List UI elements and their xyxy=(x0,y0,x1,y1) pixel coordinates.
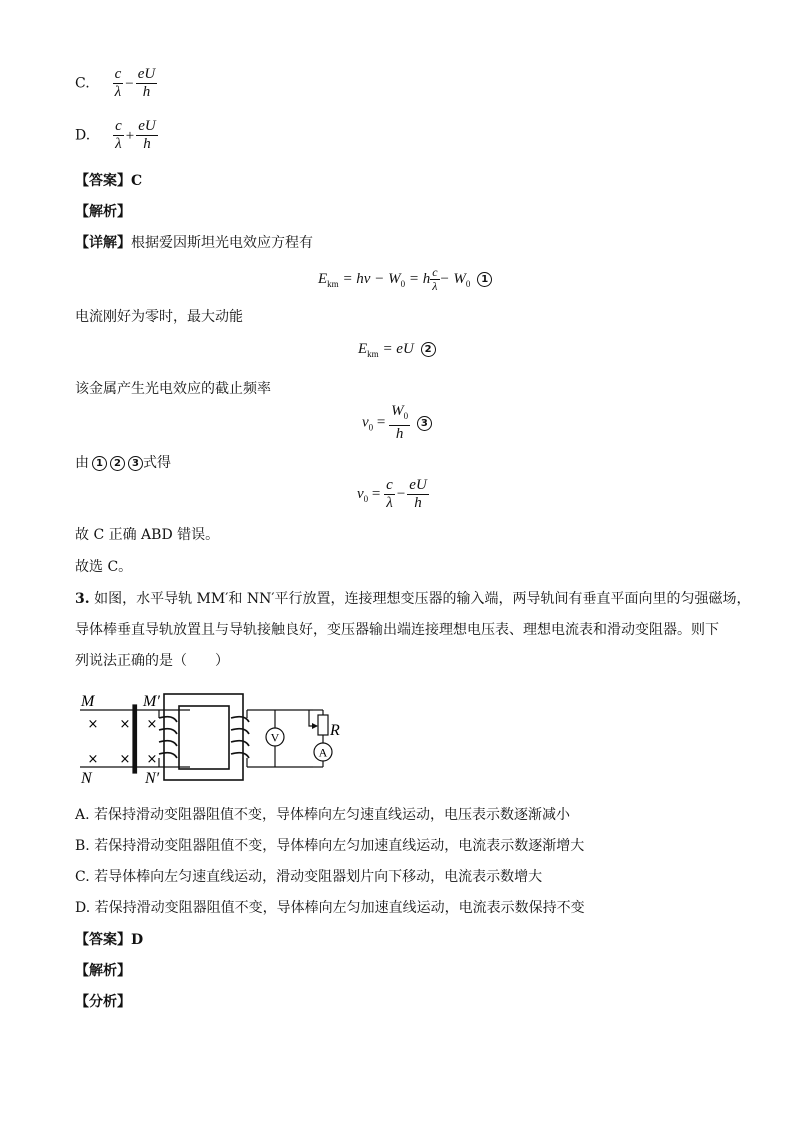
equation-2: $E_{km}$ = eU 2 xyxy=(358,341,436,359)
equation-4: $\nu_0$ = $\frac{c}{\lambda}$ − $\frac{eU}{h}$ xyxy=(357,477,427,511)
circled-number-1: 1 xyxy=(92,456,107,471)
choice-line: 故选 C。 xyxy=(75,559,133,575)
operator: + xyxy=(125,127,135,144)
answer-label: 【答案】 xyxy=(75,932,131,948)
field-cross: × xyxy=(146,717,158,732)
question-number: 3. xyxy=(75,591,90,607)
field-cross: × xyxy=(87,717,99,732)
fraction-eu-h: $\frac{eU}{h}$ xyxy=(138,118,156,152)
ammeter-label: A xyxy=(318,745,328,760)
option-a: A. 若保持滑动变阻器阻值不变，导体棒向左匀速直线运动，电压表示数逐渐减小 xyxy=(75,807,571,823)
answer-label: 【答案】 xyxy=(75,173,131,189)
question-3-line-3: 列说法正确的是（ ） xyxy=(75,653,229,669)
option-letter: C. xyxy=(75,75,90,92)
label-n: N xyxy=(81,770,92,787)
analysis-label: 【解析】 xyxy=(75,204,131,220)
label-m: M xyxy=(81,693,95,710)
rheostat xyxy=(318,715,328,735)
fraction-c-lambda: $\frac{c}{\lambda}$ xyxy=(432,265,438,293)
voltmeter-label: V xyxy=(270,730,280,745)
equation-1: $E_{km} = h\nu - W_0 = h$ $\frac{c}{\lambda}$ − $W_0$ 1 xyxy=(318,266,492,293)
answer-q3 xyxy=(75,930,143,950)
analysis-label-q3: 【解析】 xyxy=(75,963,131,979)
option-c: C. 若导体棒向左匀速直线运动，滑动变阻器划片向下移动，电流表示数增大 xyxy=(75,869,543,885)
operator: − xyxy=(125,75,134,92)
fraction-w0-h: $\frac{W_0}{h}$ xyxy=(391,403,409,442)
analyze-label-q3: 【分析】 xyxy=(75,994,131,1010)
circuit-diagram xyxy=(75,688,355,788)
text-line: 该金属产生光电效应的截止频率 xyxy=(75,381,271,397)
question-3-line-2: 导体棒垂直导轨放置且与导轨接触良好，变压器输出端连接理想电压表、理想电流表和滑动变阻器。则下 xyxy=(75,622,719,638)
label-m-prime: M′ xyxy=(143,693,160,710)
fraction-eu-h: $\frac{eU}{h}$ xyxy=(409,477,427,511)
circled-number-2: 2 xyxy=(110,456,125,471)
text-line: 电流刚好为零时，最大动能 xyxy=(75,309,243,325)
fraction-c-lambda: $\frac{c}{\lambda}$ xyxy=(115,118,122,152)
option-d-prev xyxy=(75,118,158,153)
option-d: D. 若保持滑动变阻器阻值不变，导体棒向左匀加速直线运动，电流表示数保持不变 xyxy=(75,900,585,916)
option-letter: D. xyxy=(75,127,91,144)
answer-prev xyxy=(75,171,142,191)
secondary-coil xyxy=(231,717,249,758)
detail-label: 【详解】 xyxy=(75,235,131,251)
circled-number-3: 3 xyxy=(417,416,432,431)
primary-coil xyxy=(159,717,177,758)
option-c-prev xyxy=(75,66,157,101)
answer-value: C xyxy=(131,173,143,189)
answer-value: D xyxy=(131,932,144,948)
field-cross: × xyxy=(87,752,99,767)
circled-number-1: 1 xyxy=(477,272,492,287)
detail-text: 根据爱因斯坦光电效应方程有 xyxy=(131,235,313,251)
fraction-c-lambda: $\frac{c}{\lambda}$ xyxy=(114,66,122,100)
detail-line xyxy=(75,233,313,253)
circled-number-2: 2 xyxy=(421,342,436,357)
field-cross: × xyxy=(119,717,131,732)
question-3-line-1: 3. 如图，水平导轨 MM′和 NN′平行放置，连接理想变压器的输入端，两导轨间有垂直平面向里的匀强磁场， xyxy=(75,591,751,607)
equation-3: $\nu_0$ = $\frac{W_0}{h}$ 3 xyxy=(362,403,432,443)
label-n-prime: N′ xyxy=(145,770,160,787)
conductor-rod xyxy=(133,705,137,773)
resistor-label: R xyxy=(330,722,340,739)
field-cross: × xyxy=(146,752,158,767)
text-line: 由 1 2 3 式得 xyxy=(75,455,171,471)
option-b: B. 若保持滑动变阻器阻值不变，导体棒向左匀加速直线运动，电流表示数逐渐增大 xyxy=(75,838,585,854)
circled-number-3: 3 xyxy=(128,456,143,471)
field-cross: × xyxy=(119,752,131,767)
fraction-c-lambda: $\frac{c}{\lambda}$ xyxy=(386,477,393,511)
conclusion-line: 故 C 正确 ABD 错误。 xyxy=(75,527,220,543)
fraction-eu-h: $\frac{eU}{h}$ xyxy=(137,66,156,100)
